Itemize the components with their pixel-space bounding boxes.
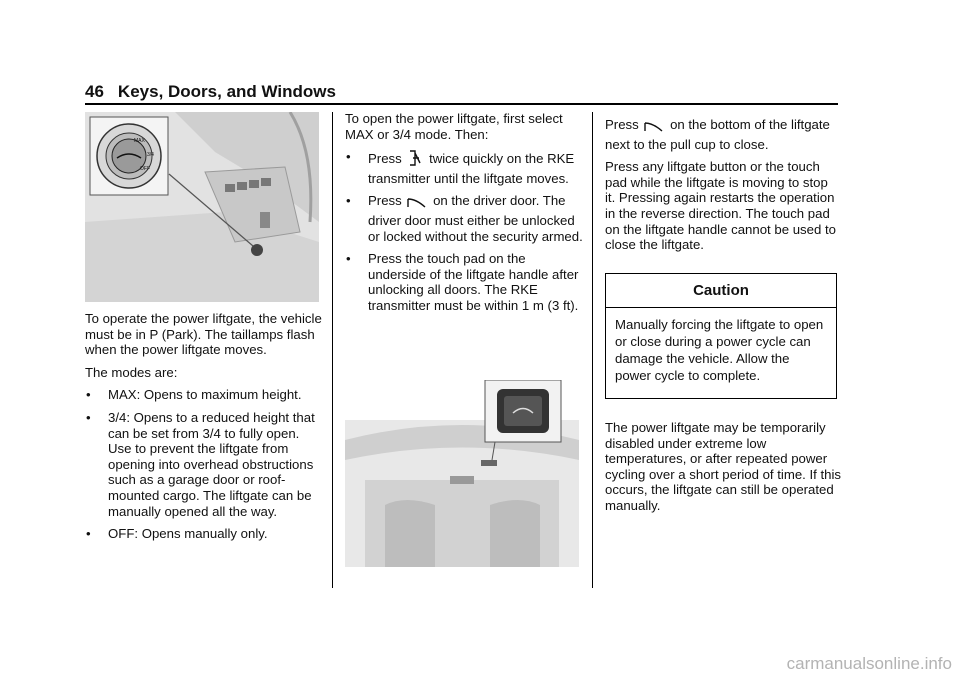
mode-label-max: MAX [134,138,145,144]
mode-label-three-quarter: 3/4 [147,152,154,158]
rke-liftgate-icon [407,149,423,171]
paragraph-open-intro: To open the power liftgate, first select MAX or 3/4 mode. Then: [345,111,563,142]
bullet-text: OFF: Opens manually only. [108,526,268,542]
liftgate-figure [345,380,579,567]
press-text-post: on the bottom of the liftgate next to the pull cup to close. [605,117,830,152]
bullet-marker: • [346,251,351,267]
page-number: 46 [85,82,104,101]
bullet-text-pre: Press [368,193,402,209]
watermark: carmanualsonline.info [786,654,952,673]
bullet-marker: • [346,193,351,209]
list-item [85,387,325,403]
bullet-text-post: twice quickly on the RKE transmitter until the liftgate moves. [368,151,575,186]
liftgate-close-icon [644,121,664,137]
press-text-pre: Press [605,117,639,132]
liftgate-icon [407,197,427,213]
bullet-marker: • [346,149,351,165]
bullet-text: 3/4: Opens to a reduced height that can be set from 3/4 to fully open. Use to prevent the liftgate from opening into overhead obstructions such as a garage door or roof-mounted cargo. The liftgate can be manually opened all the way. [108,409,315,519]
bullet-marker: • [86,526,91,542]
paragraph-stop: Press any liftgate button or the touch pad while the liftgate is moving to stop it. Pressing again restarts the operation in the reverse direction. The touch pad on the liftgate handle cannot be used to close the liftgate. [605,159,836,253]
column-3 [605,117,841,260]
list-item [345,149,583,186]
bullet-text: MAX: Opens to maximum height. [108,387,302,403]
section-title: Keys, Doors, and Windows [117,82,336,101]
list-item [85,410,325,519]
caution-box [605,273,837,399]
bullet-marker: • [86,387,91,403]
bullet-text-pre: Press [368,151,402,167]
bullet-marker: • [86,409,91,425]
paragraph-disabled: The power liftgate may be temporarily disabled under extreme low temperatures, or after repeated power cycling over a short period of time. If this occurs, the liftgate can still be operated manually. [605,420,842,513]
door-panel-illustration [85,112,319,302]
list-item [345,251,583,313]
liftgate-illustration [345,380,579,567]
door-panel-figure [85,112,319,302]
column-1 [85,311,325,549]
header-rule [85,103,838,105]
list-item [345,193,583,244]
paragraph-operate: To operate the power liftgate, the vehicle must be in P (Park). The taillamps flash when the power liftgate moves. [85,311,322,358]
bullet-text: Press the touch pad on the underside of the liftgate handle after unlocking all doors. The RKE transmitter must be within 1 m (3 ft). [368,251,579,313]
column-3-lower [605,420,841,521]
paragraph-press-close [605,117,841,152]
bullet-text-post: on the driver door. The driver door must either be unlocked or locked without the security armed. [368,193,583,244]
mode-label-off: OFF [140,166,150,172]
column-2 [345,111,583,321]
paragraph-modes: The modes are: [85,364,178,380]
column-divider-2 [592,112,593,588]
page-header [85,82,336,102]
list-item [85,526,325,542]
caution-body: Manually forcing the liftgate to open or close during a power cycle can damage the vehicle. Allow the power cycle to complete. [615,317,824,383]
caution-title: Caution [606,274,836,308]
column-divider-1 [332,112,333,588]
